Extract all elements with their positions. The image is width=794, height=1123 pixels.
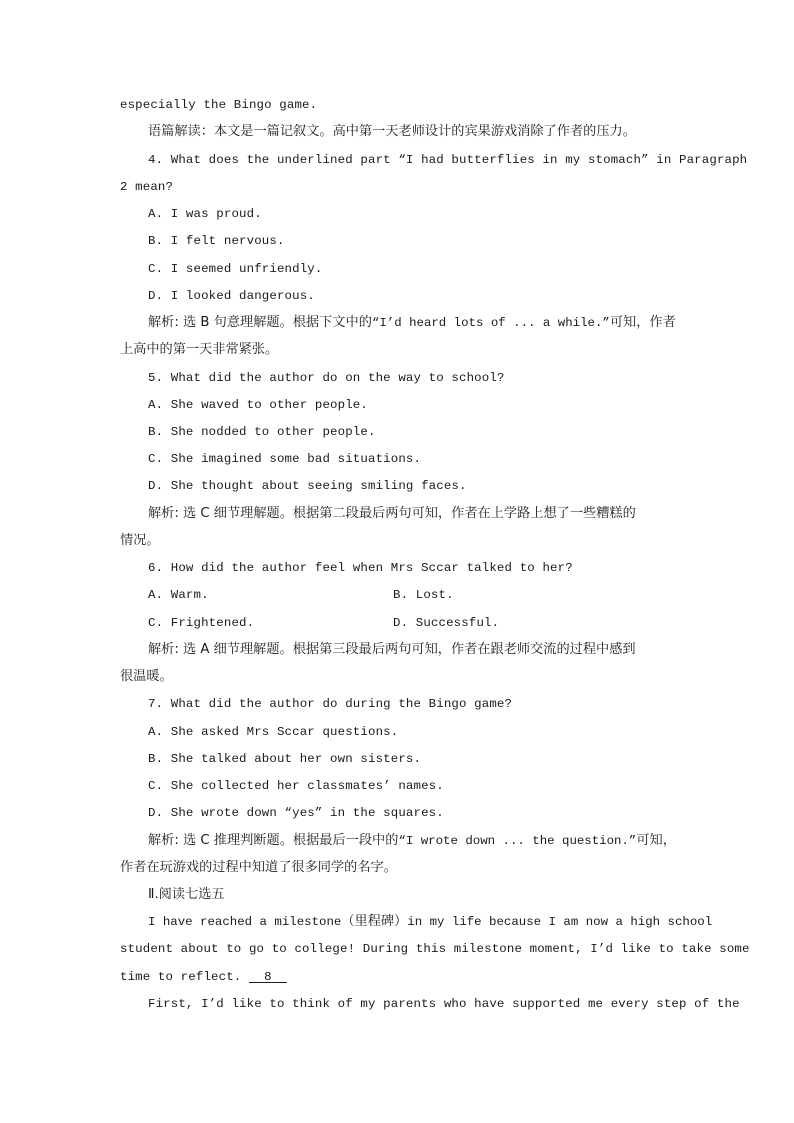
analysis-text: 可知， (636, 833, 676, 848)
passage-text: I have reached a milestone (148, 915, 342, 929)
question-5-option-c: C. She imagined some bad situations. (148, 452, 422, 466)
passage-text: in my life because I am now a high school (407, 915, 713, 929)
question-4-option-c: C. I seemed unfriendly. (148, 262, 323, 276)
question-5-option-a: A. She waved to other people. (148, 398, 368, 412)
analysis-quote: “I wrote down ... the question.” (398, 834, 637, 848)
question-5-option-d: D. She thought about seeing smiling faces. (148, 479, 467, 493)
question-5-analysis: 解析: 选 C 细节理解题。根据第二段最后两句可知，作者在上学路上想了一些糟糕的 (148, 506, 636, 521)
analysis-text: 解析: 选 C 推理判断题。根据最后一段中的 (148, 833, 399, 848)
passage-line: student about to go to college! During this milestone moment, I’d like to take some (120, 942, 750, 956)
question-6-option-a: A. Warm. (148, 588, 209, 602)
question-4-analysis-cont: 上高中的第一天非常紧张。 (120, 342, 279, 357)
question-7-option-c: C. She collected her classmates’ names. (148, 779, 444, 793)
analysis-text: 可知，作者 (609, 315, 676, 330)
question-6-option-b: B. Lost. (393, 588, 454, 602)
question-7-option-d: D. She wrote down “yes” in the squares. (148, 806, 444, 820)
passage-line: First, I’d like to think of my parents who have supported me every step of the (148, 997, 740, 1011)
question-5-option-b: B. She nodded to other people. (148, 425, 376, 439)
question-5-analysis-cont: 情况。 (120, 533, 160, 548)
analysis-text: 解析: 选 B 句意理解题。根据下文中的 (148, 315, 372, 330)
question-6-analysis: 解析: 选 A 细节理解题。根据第三段最后两句可知，作者在跟老师交流的过程中感到 (148, 642, 636, 657)
passage-summary: 语篇解读：本文是一篇记叙文。高中第一天老师设计的宾果游戏消除了作者的压力。 (148, 124, 636, 139)
question-5-stem: 5. What did the author do on the way to school? (148, 371, 505, 385)
blank-number: 8 (264, 970, 272, 984)
question-7-analysis (148, 833, 676, 849)
analysis-quote: “I’d heard lots of ... a while.” (371, 316, 610, 330)
answer-blank (249, 970, 287, 984)
section-heading: Ⅱ.阅读七选五 (148, 887, 225, 902)
passage-text: time to reflect. (120, 970, 242, 984)
question-7-stem: 7. What did the author do during the Bingo game? (148, 697, 513, 711)
passage-gloss: （里程碑） (341, 914, 408, 929)
question-4-analysis (148, 315, 676, 331)
question-4-option-b: B. I felt nervous. (148, 234, 285, 248)
passage-line (148, 914, 712, 930)
question-6-stem: 6. How did the author feel when Mrs Sccar talked to her? (148, 561, 573, 575)
question-4-option-a: A. I was proud. (148, 207, 262, 221)
question-4-stem-cont: 2 mean? (120, 180, 174, 194)
question-6-option-d: D. Successful. (393, 616, 500, 630)
question-4-option-d: D. I looked dangerous. (148, 289, 315, 303)
question-6-analysis-cont: 很温暖。 (120, 669, 173, 684)
question-4-stem: 4. What does the underlined part “I had butterflies in my stomach” in Paragraph (148, 153, 748, 167)
question-7-option-a: A. She asked Mrs Sccar questions. (148, 725, 399, 739)
passage-line: especially the Bingo game. (120, 98, 318, 112)
question-7-analysis-cont: 作者在玩游戏的过程中知道了很多同学的名字。 (120, 860, 397, 875)
question-7-option-b: B. She talked about her own sisters. (148, 752, 422, 766)
passage-line (120, 969, 287, 985)
question-6-option-c: C. Frightened. (148, 616, 255, 630)
